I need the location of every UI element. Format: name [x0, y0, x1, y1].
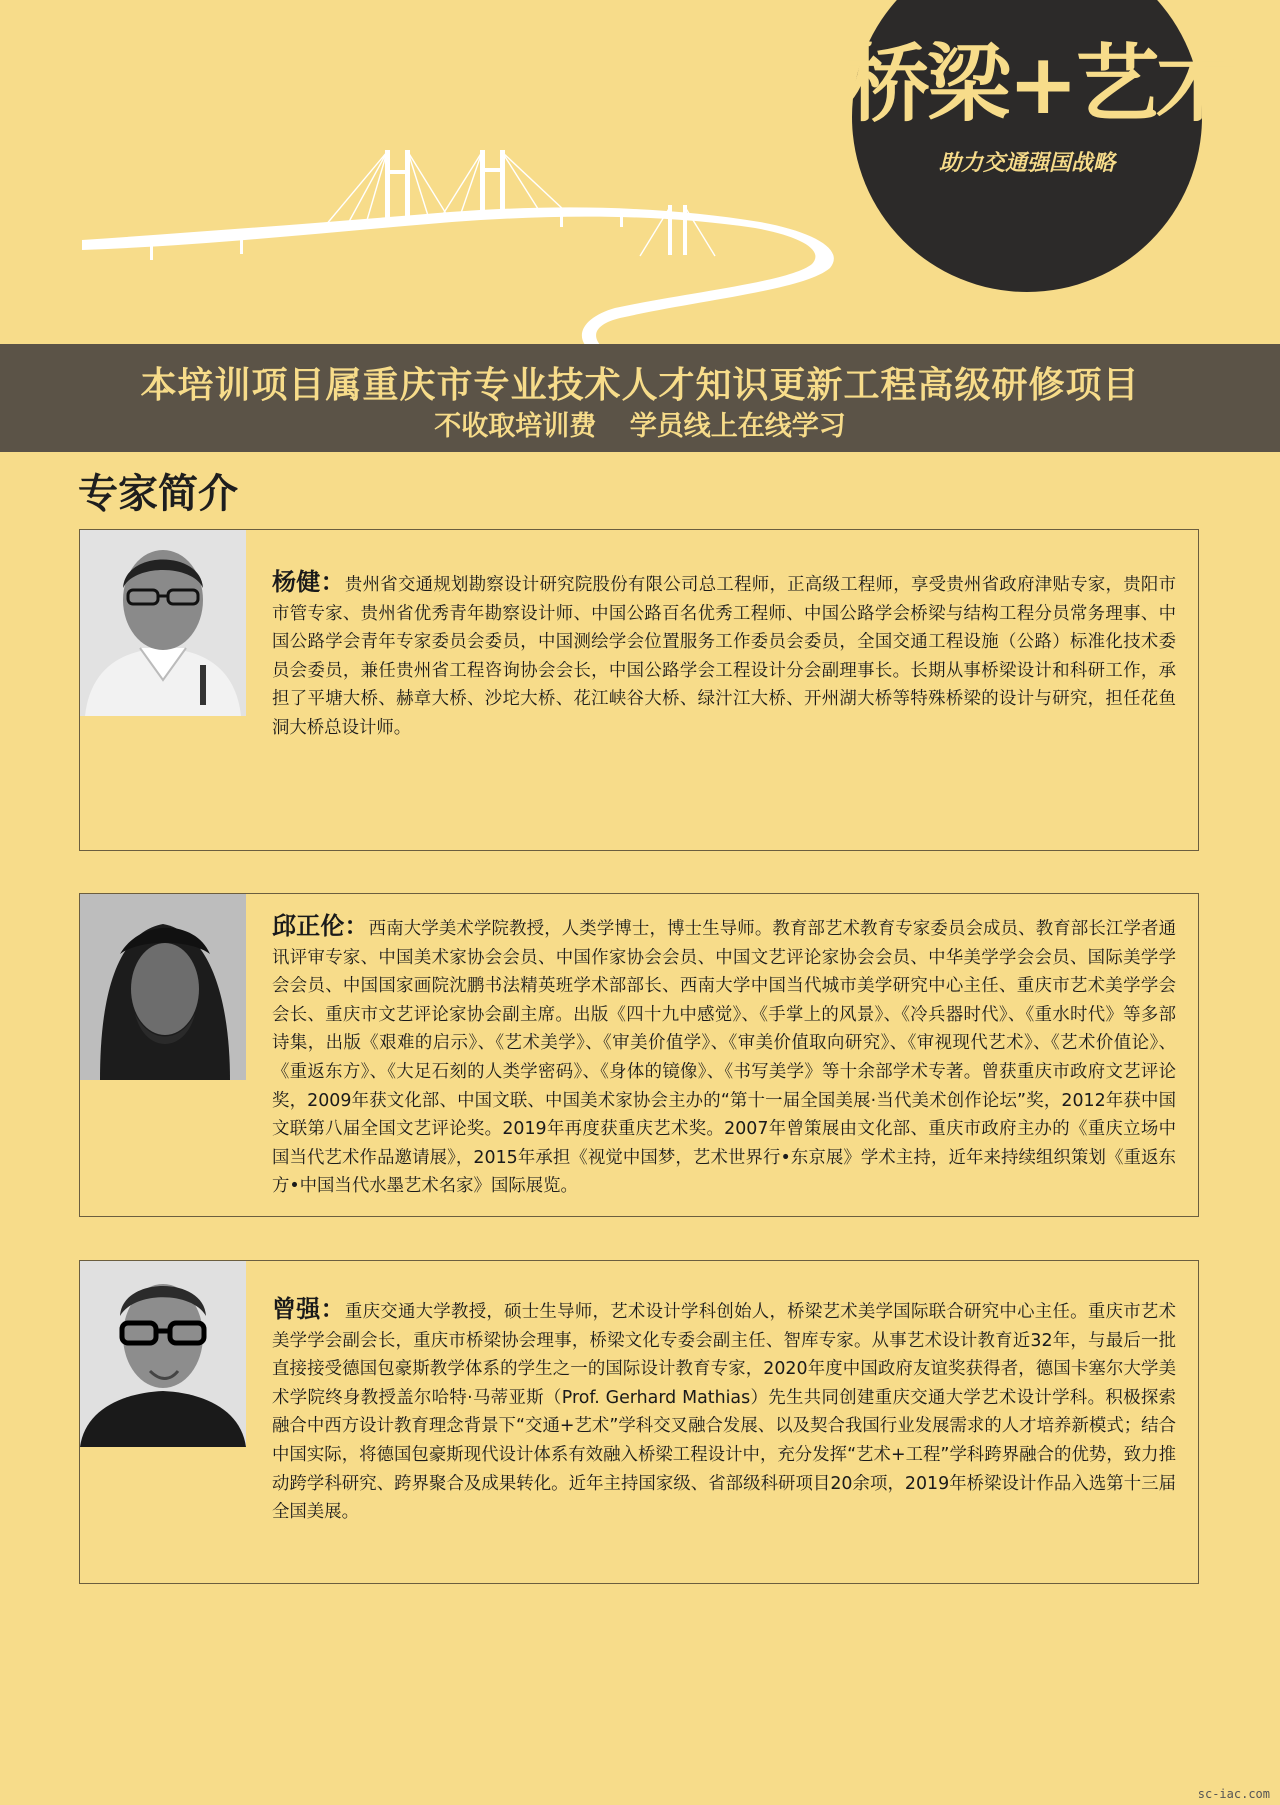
expert-bio-text: 贵州省交通规划勘察设计研究院股份有限公司总工程师，正高级工程师，享受贵州省政府津贴专家，贵阳市市管专家、贵州省优秀青年勘察设计师、中国公路百名优秀工程师、中国公路学会桥梁与结构工程分员常务理事、中国公路学会青年专家委员会委员，中国测绘学会位置服务工作委员会委员，全国交通工程设施（公路）标准化技术委员会委员，兼任贵州省工程咨询协会会长，中国公路学会工程设计分会副理事长。长期从事桥梁设计和科研工作，承担了平塘大桥、赫章大桥、沙坨大桥、花江峡谷大桥、绿汁江大桥、开州湖大桥等特殊桥梁的设计与研究，担任花鱼洞大桥总设计师。	[272, 575, 1177, 738]
watermark-text: sc-iac.com	[1197, 1787, 1270, 1801]
banner-headline: 本培训项目属重庆市专业技术人才知识更新工程高级研修项目	[140, 365, 1140, 406]
section-title: 专家简介	[78, 471, 238, 517]
expert-card	[79, 893, 1199, 1217]
expert-name: 杨健：	[272, 568, 345, 596]
expert-card	[79, 529, 1199, 851]
expert-bio-text: 重庆交通大学教授，硕士生导师，艺术设计学科创始人，桥梁艺术美学国际联合研究中心主任。重庆市艺术美学学会副会长，重庆市桥梁协会理事，桥梁文化专委会副主任、智库专家。从事艺术设计教育近32年，与最后一批直接接受德国包豪斯教学体系的学生之一的国际设计教育专家，2020年度中国政府友谊奖获得者，德国卡塞尔大学美术学院终身教授盖尔哈特·马蒂亚斯（Prof. Gerhard Mathias）先生共同创建重庆交通大学艺术设计学科。积极探索融合中西方设计教育理念背景下“交通+艺术”学科交叉融合发展、以及契合我国行业发展需求的人才培养新模式；结合中国实际，将德国包豪斯现代设计体系有效融入桥梁工程设计中，充分发挥“艺术+工程”学科跨界融合的优势，致力推动跨学科研究、跨界聚合及成果转化。近年主持国家级、省部级科研项目20余项，2019年桥梁设计作品入选第十三届全国美展。	[272, 1302, 1177, 1523]
expert-name: 曾强：	[272, 1295, 345, 1323]
header-graphic	[0, 0, 1280, 345]
expert-photo	[80, 530, 246, 716]
expert-name: 邱正伦：	[272, 912, 369, 940]
expert-bio-text: 西南大学美术学院教授，人类学博士，博士生导师。教育部艺术教育专家委员会成员、教育部长江学者通讯评审专家、中国美术家协会会员、中国作家协会会员、中国文艺评论家协会会员、中华美学学会会员、国际美学学会会员、中国国家画院沈鹏书法精英班学术部部长、西南大学中国当代城市美学研究中心主任、重庆市艺术美学学会会长、重庆市文艺评论家协会副主席。出版《四十九中感觉》、《手掌上的风景》、《冷兵器时代》、《重水时代》等多部诗集，出版《艰难的启示》、《艺术美学》、《审美价值学》、《审美价值取向研究》、《审视现代艺术》、《艺术价值论》、《重返东方》、《大足石刻的人类学密码》、《身体的镜像》、《书写美学》等十余部学术专著。曾获重庆市政府文艺评论奖，2009年获文化部、中国文联、中国美术家协会主办的“第十一届全国美展·当代美术创作论坛”奖，2012年获中国文联第八届全国文艺评论奖。2019年再度获重庆艺术奖。2007年曾策展由文化部、重庆市政府主办的《重庆立场中国当代艺术作品邀请展》，2015年承担《视觉中国梦，艺术世界行•东京展》学术主持，近年来持续组织策划《重返东方•中国当代水墨艺术名家》国际展览。	[272, 919, 1176, 1197]
banner-subline: 不收取培训费 学员线上在线学习	[434, 411, 846, 442]
expert-photo	[80, 894, 246, 1080]
brand-subtitle: 助力交通强国战略	[938, 151, 1115, 176]
portrait-illustration	[80, 894, 246, 1080]
portrait-illustration	[80, 530, 246, 716]
portrait-illustration	[80, 1261, 246, 1447]
expert-photo	[80, 1261, 246, 1447]
program-banner	[0, 344, 1280, 452]
expert-bio	[272, 568, 1176, 743]
expert-bio	[272, 912, 1176, 1201]
brand-title: 桥梁+艺术	[846, 35, 1238, 133]
expert-card	[79, 1260, 1199, 1584]
expert-bio	[272, 1295, 1176, 1527]
